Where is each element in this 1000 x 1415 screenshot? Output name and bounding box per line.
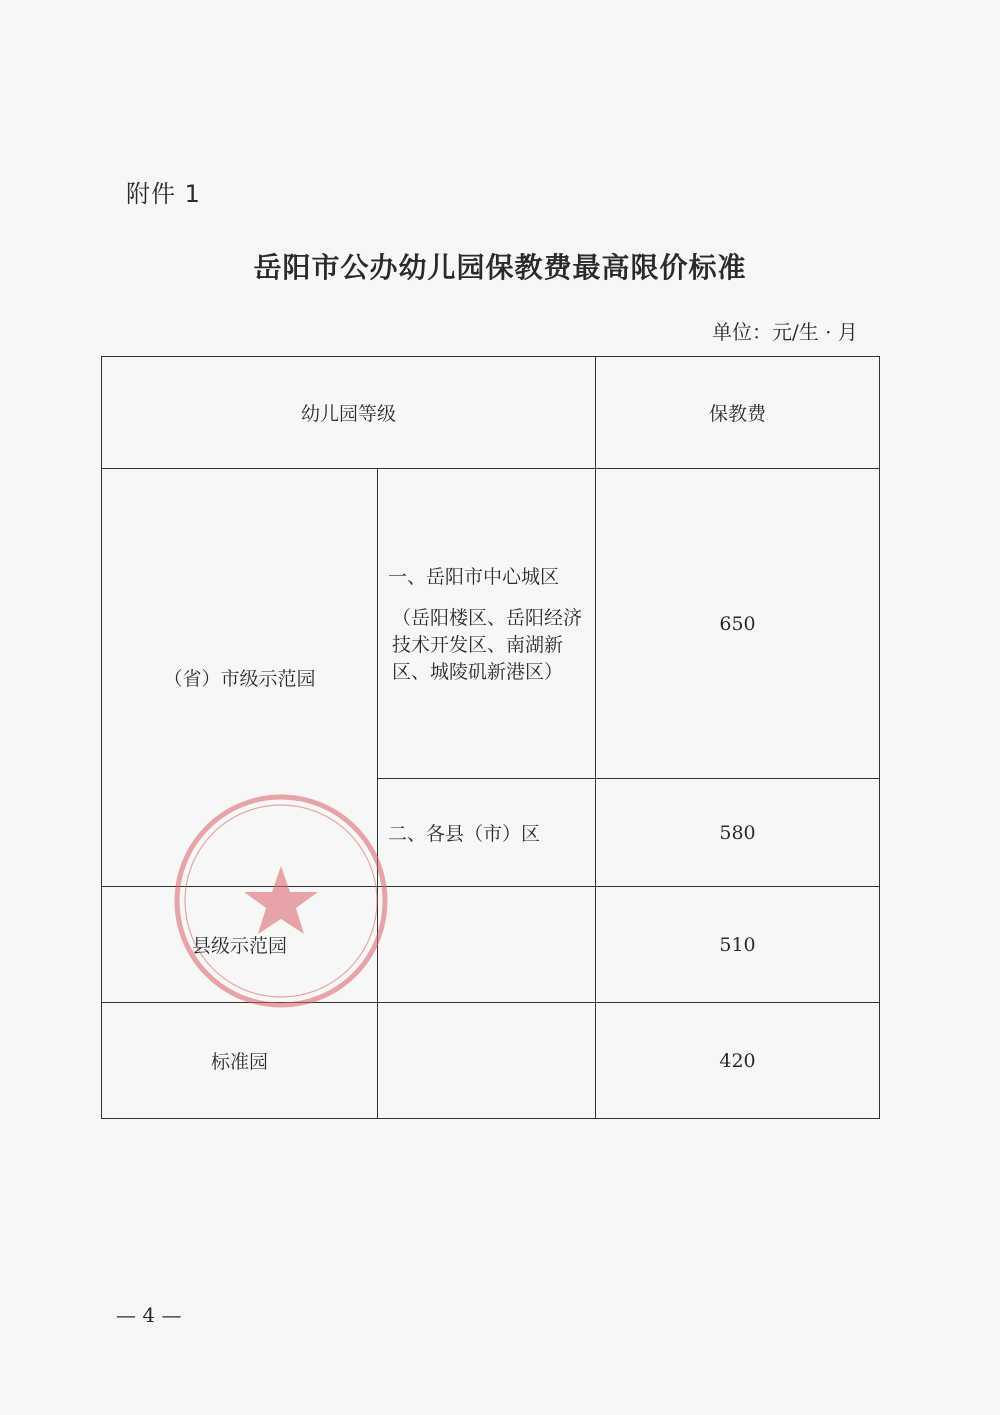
document-title: 岳阳市公办幼儿园保教费最高限价标准 [253,251,747,284]
empty-cell [378,1003,596,1119]
empty-cell [378,887,596,1003]
fee-county: 510 [596,887,880,1003]
table-row [102,1003,880,1119]
fee-standard: 420 [596,1003,880,1119]
grade-standard: 标准园 [102,1003,378,1119]
area-central-city-detail: （岳阳楼区、岳阳经济技术开发区、南湖新区、城陵矶新港区） [392,606,583,683]
area-central-city [378,469,596,779]
area-counties: 二、各县（市）区 [378,779,596,887]
unit-label: 单位：元/生 · 月 [712,320,858,344]
table-row [102,469,880,779]
attachment-label: 附件 1 [126,180,201,208]
table-header-row [102,357,880,469]
fee-central-city: 650 [596,469,880,779]
page-number: — 4 — [116,1303,182,1327]
header-grade: 幼儿园等级 [102,357,596,469]
grade-provincial-city: （省）市级示范园 [102,469,378,887]
grade-county: 县级示范园 [102,887,378,1003]
area-central-city-name: 一、岳阳市中心城区 [388,565,560,588]
official-seal-stamp [168,788,394,1014]
fee-counties: 580 [596,779,880,887]
header-fee: 保教费 [596,357,880,469]
